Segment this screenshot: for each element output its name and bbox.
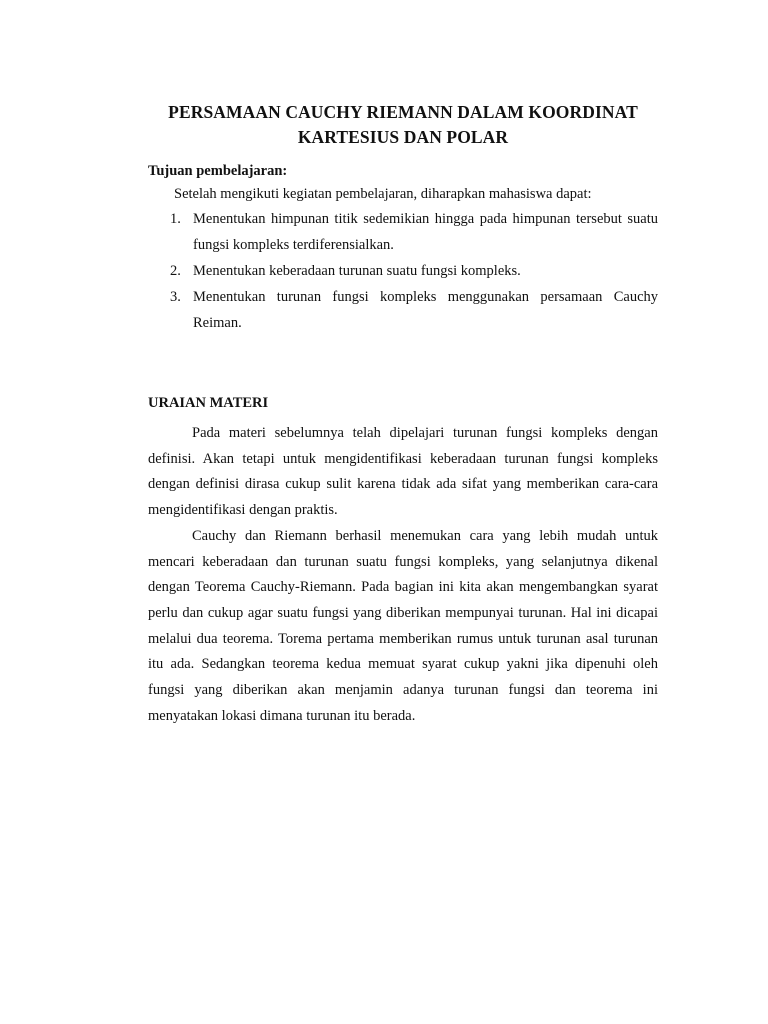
material-body	[148, 421, 658, 729]
goals-heading: Tujuan pembelajaran:	[148, 163, 288, 179]
goal-number: 2.	[170, 263, 181, 279]
paragraph: Pada materi sebelumnya telah dipelajari turunan fungsi kompleks dengan definisi. Akan tetapi untuk mengidentifikasi keberadaan turunan fungsi kompleks dengan definisi dirasa cukup sulit karena tidak ada sifat yang memberikan cara-cara mengidentifikasi dengan praktis.	[148, 425, 658, 519]
goal-text: Menentukan keberadaan turunan suatu fungsi kompleks.	[193, 263, 521, 279]
goal-text: Menentukan himpunan titik sedemikian hingga pada himpunan tersebut suatu fungsi kompleks terdiferensialkan.	[193, 211, 658, 253]
section-heading: URAIAN MATERI	[148, 395, 269, 411]
goal-item	[148, 284, 658, 336]
goal-item	[148, 206, 658, 258]
goal-number: 1.	[170, 211, 181, 227]
paragraph: Cauchy dan Riemann berhasil menemukan cara yang lebih mudah untuk mencari keberadaan dan turunan suatu fungsi kompleks, yang selanjutnya dikenal dengan Teorema Cauchy-Riemann. Pada bagian ini kita akan mengembangkan syarat perlu dan cukup agar suatu fungsi yang diberikan mempunyai turunan. Hal ini dicapai melalui dua teorema. Torema pertama memberikan rumus untuk turunan asal turunan itu ada. Sedangkan teorema kedua memuat syarat cukup yakni jika dipenuhi oleh fungsi yang diberikan akan menjamin adanya turunan fungsi dan teorema ini menyatakan lokasi dimana turunan itu berada.	[148, 527, 658, 724]
document-title: PERSAMAAN CAUCHY RIEMANN DALAM KOORDINAT KARTESIUS DAN POLAR	[168, 102, 638, 147]
goal-item	[148, 258, 658, 284]
goals-intro: Setelah mengikuti kegiatan pembelajaran, diharapkan mahasiswa dapat:	[174, 186, 592, 202]
goals-list	[148, 206, 658, 336]
goal-number: 3.	[170, 289, 181, 305]
goal-text: Menentukan turunan fungsi kompleks menggunakan persamaan Cauchy Reiman.	[193, 289, 658, 331]
